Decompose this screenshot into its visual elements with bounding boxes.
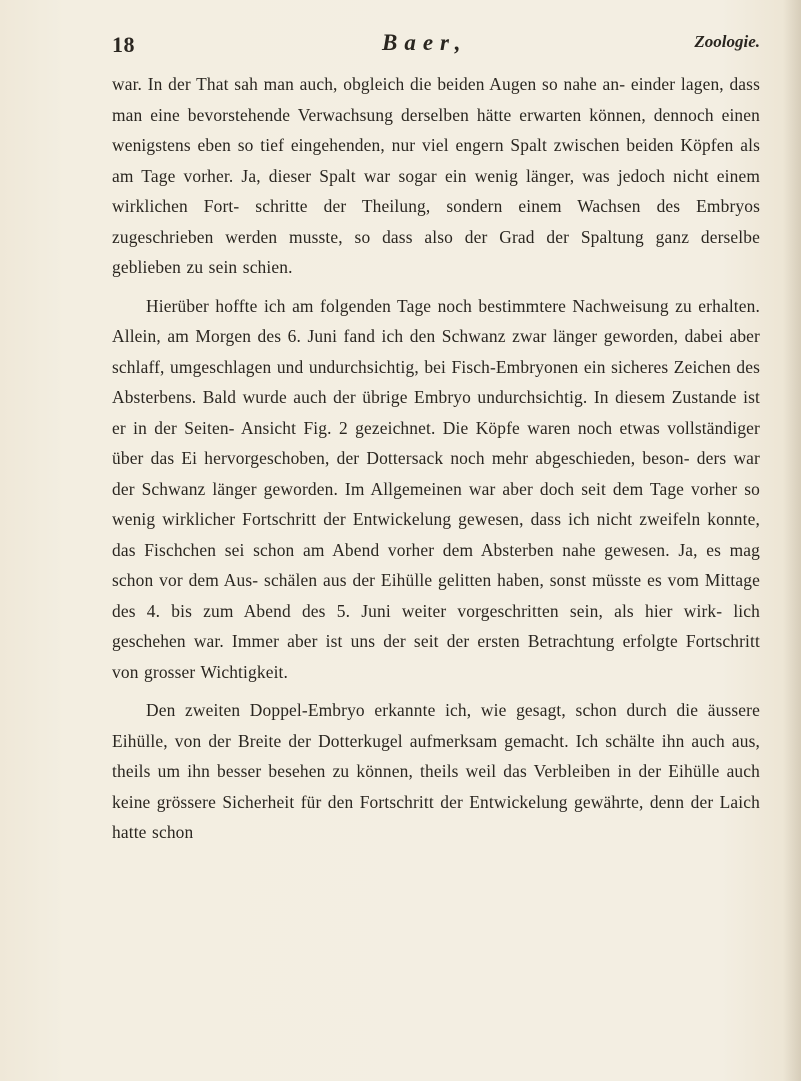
paragraph-3: Den zweiten Doppel-Embryo erkannte ich, wie gesagt, schon durch die äussere Eihülle, von der Breite der Dotterkugel aufmerksam gemacht. Ich schälte ihn auch aus, theils um ihn besser besehen zu können, theils weil das Verbleiben in der Eihülle auch keine grössere Sicherheit für den Fortschritt der Entwickelung gewährte, denn der Laich hatte schon xyxy=(112,700,760,842)
page-number: 18 xyxy=(112,32,135,57)
running-title: Baer, xyxy=(382,30,468,55)
body-text xyxy=(112,69,760,848)
page-header xyxy=(112,30,760,64)
paragraph-1: war. In der That sah man auch, obgleich die beiden Augen so nahe an- einder lagen, dass man eine bevorstehende Verwachsung derselben hätte erwarten können, dennoch einen wenigstens eben so tief eingehenden, nur viel engern Spalt zwischen beiden Köpfen als am Tage vorher. Ja, dieser Spalt war sogar ein wenig länger, was jedoch nicht einem wirklichen Fort- schritte der Theilung, sondern einem Wachsen des Embryos zugeschrieben werden musste, so dass also der Grad der Spaltung ganz derselbe geblieben zu sein schien. xyxy=(112,74,760,277)
section-title: Zoologie. xyxy=(694,32,760,51)
page-edge-shadow xyxy=(783,0,801,1081)
paragraph-2: Hierüber hoffte ich am folgenden Tage noch bestimmtere Nachweisung zu erhalten. Allein, am Morgen des 6. Juni fand ich den Schwanz zwar länger geworden, dabei aber schlaff, umgeschlagen und undurchsichtig, bei Fisch-Embryonen ein sicheres Zeichen des Absterbens. Bald wurde auch der übrige Embryo undurchsichtig. In diesem Zustande ist er in der Seiten- Ansicht Fig. 2 gezeichnet. Die Köpfe waren noch etwas vollständiger über das Ei hervorgeschoben, der Dottersack noch mehr abgeschieden, beson- ders war der Schwanz länger geworden. Im Allgemeinen war aber doch seit dem Tage vorher so wenig wirklicher Fortschritt der Entwickelung gewesen, dass ich nicht zweifeln konnte, das Fischchen sei schon am Abend vorher dem Absterben nahe gewesen. Ja, es mag schon vor dem Aus- schälen aus der Eihülle gelitten haben, sonst müsste es vom Mittage des 4. bis zum Abend des 5. Juni weiter vorgeschritten sein, als hier wirk- lich geschehen war. Immer aber ist uns der seit der ersten Betrachtung erfolgte Fortschritt von grosser Wichtigkeit. xyxy=(112,295,760,682)
